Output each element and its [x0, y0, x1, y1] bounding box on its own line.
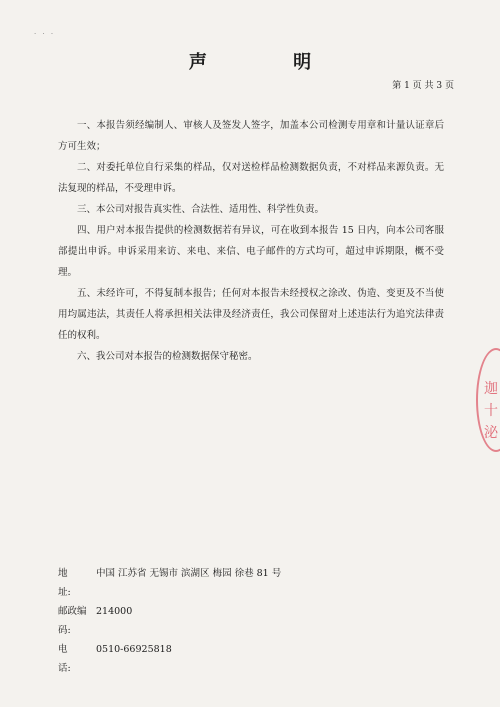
contact-block	[58, 564, 281, 678]
statement-paragraph-6: 六、我公司对本报告的检测数据保守秘密。	[77, 351, 258, 362]
statement-paragraph-5: 五、未经许可，不得复制本报告；任何对本报告未经授权之涂改、伪造、变更及不当使用均属违法，其责任人将承担相关法律及经济责任，我公司保留对上述违法行为追究法律责任的权利。	[58, 288, 444, 341]
address-value: 中国 江苏省 无锡市 滨湖区 梅园 徐巷 81 号	[96, 568, 282, 579]
document-title: 声 明	[188, 52, 352, 73]
statement-body	[58, 115, 444, 367]
scan-speck: · · ·	[34, 30, 56, 38]
statement-paragraph-2: 二、对委托单位自行采集的样品，仅对送检样品检测数据负责，不对样品来源负责。无法复现的样品，不受理申诉。	[58, 162, 444, 194]
seal-fragment-icon: 迦 十 泌	[484, 381, 498, 441]
phone-row	[58, 640, 281, 678]
statement-paragraph-4: 四、用户对本报告提供的检测数据若有异议，可在收到本报告 15 日内，向本公司客服部提出申诉。申诉采用来访、来电、来信、电子邮件的方式均可，超过申诉期限，概不受理。	[58, 225, 444, 278]
statement-paragraph-1: 一、本报告须经编制人、审核人及签发人签字，加盖本公司检测专用章和计量认证章后方可生效；	[58, 120, 444, 152]
postcode-row	[58, 602, 281, 640]
phone-label: 电 话:	[58, 644, 87, 674]
phone-value: 0510-66925818	[96, 644, 172, 655]
address-row	[58, 564, 281, 602]
statement-paragraph-3: 三、本公司对报告真实性、合法性、适用性、科学性负责。	[77, 204, 325, 215]
postcode-label: 邮政编码:	[58, 606, 87, 636]
address-label: 地 址:	[58, 568, 87, 598]
page-number: 第 1 页 共 3 页	[392, 81, 454, 91]
postcode-value: 214000	[96, 606, 133, 617]
